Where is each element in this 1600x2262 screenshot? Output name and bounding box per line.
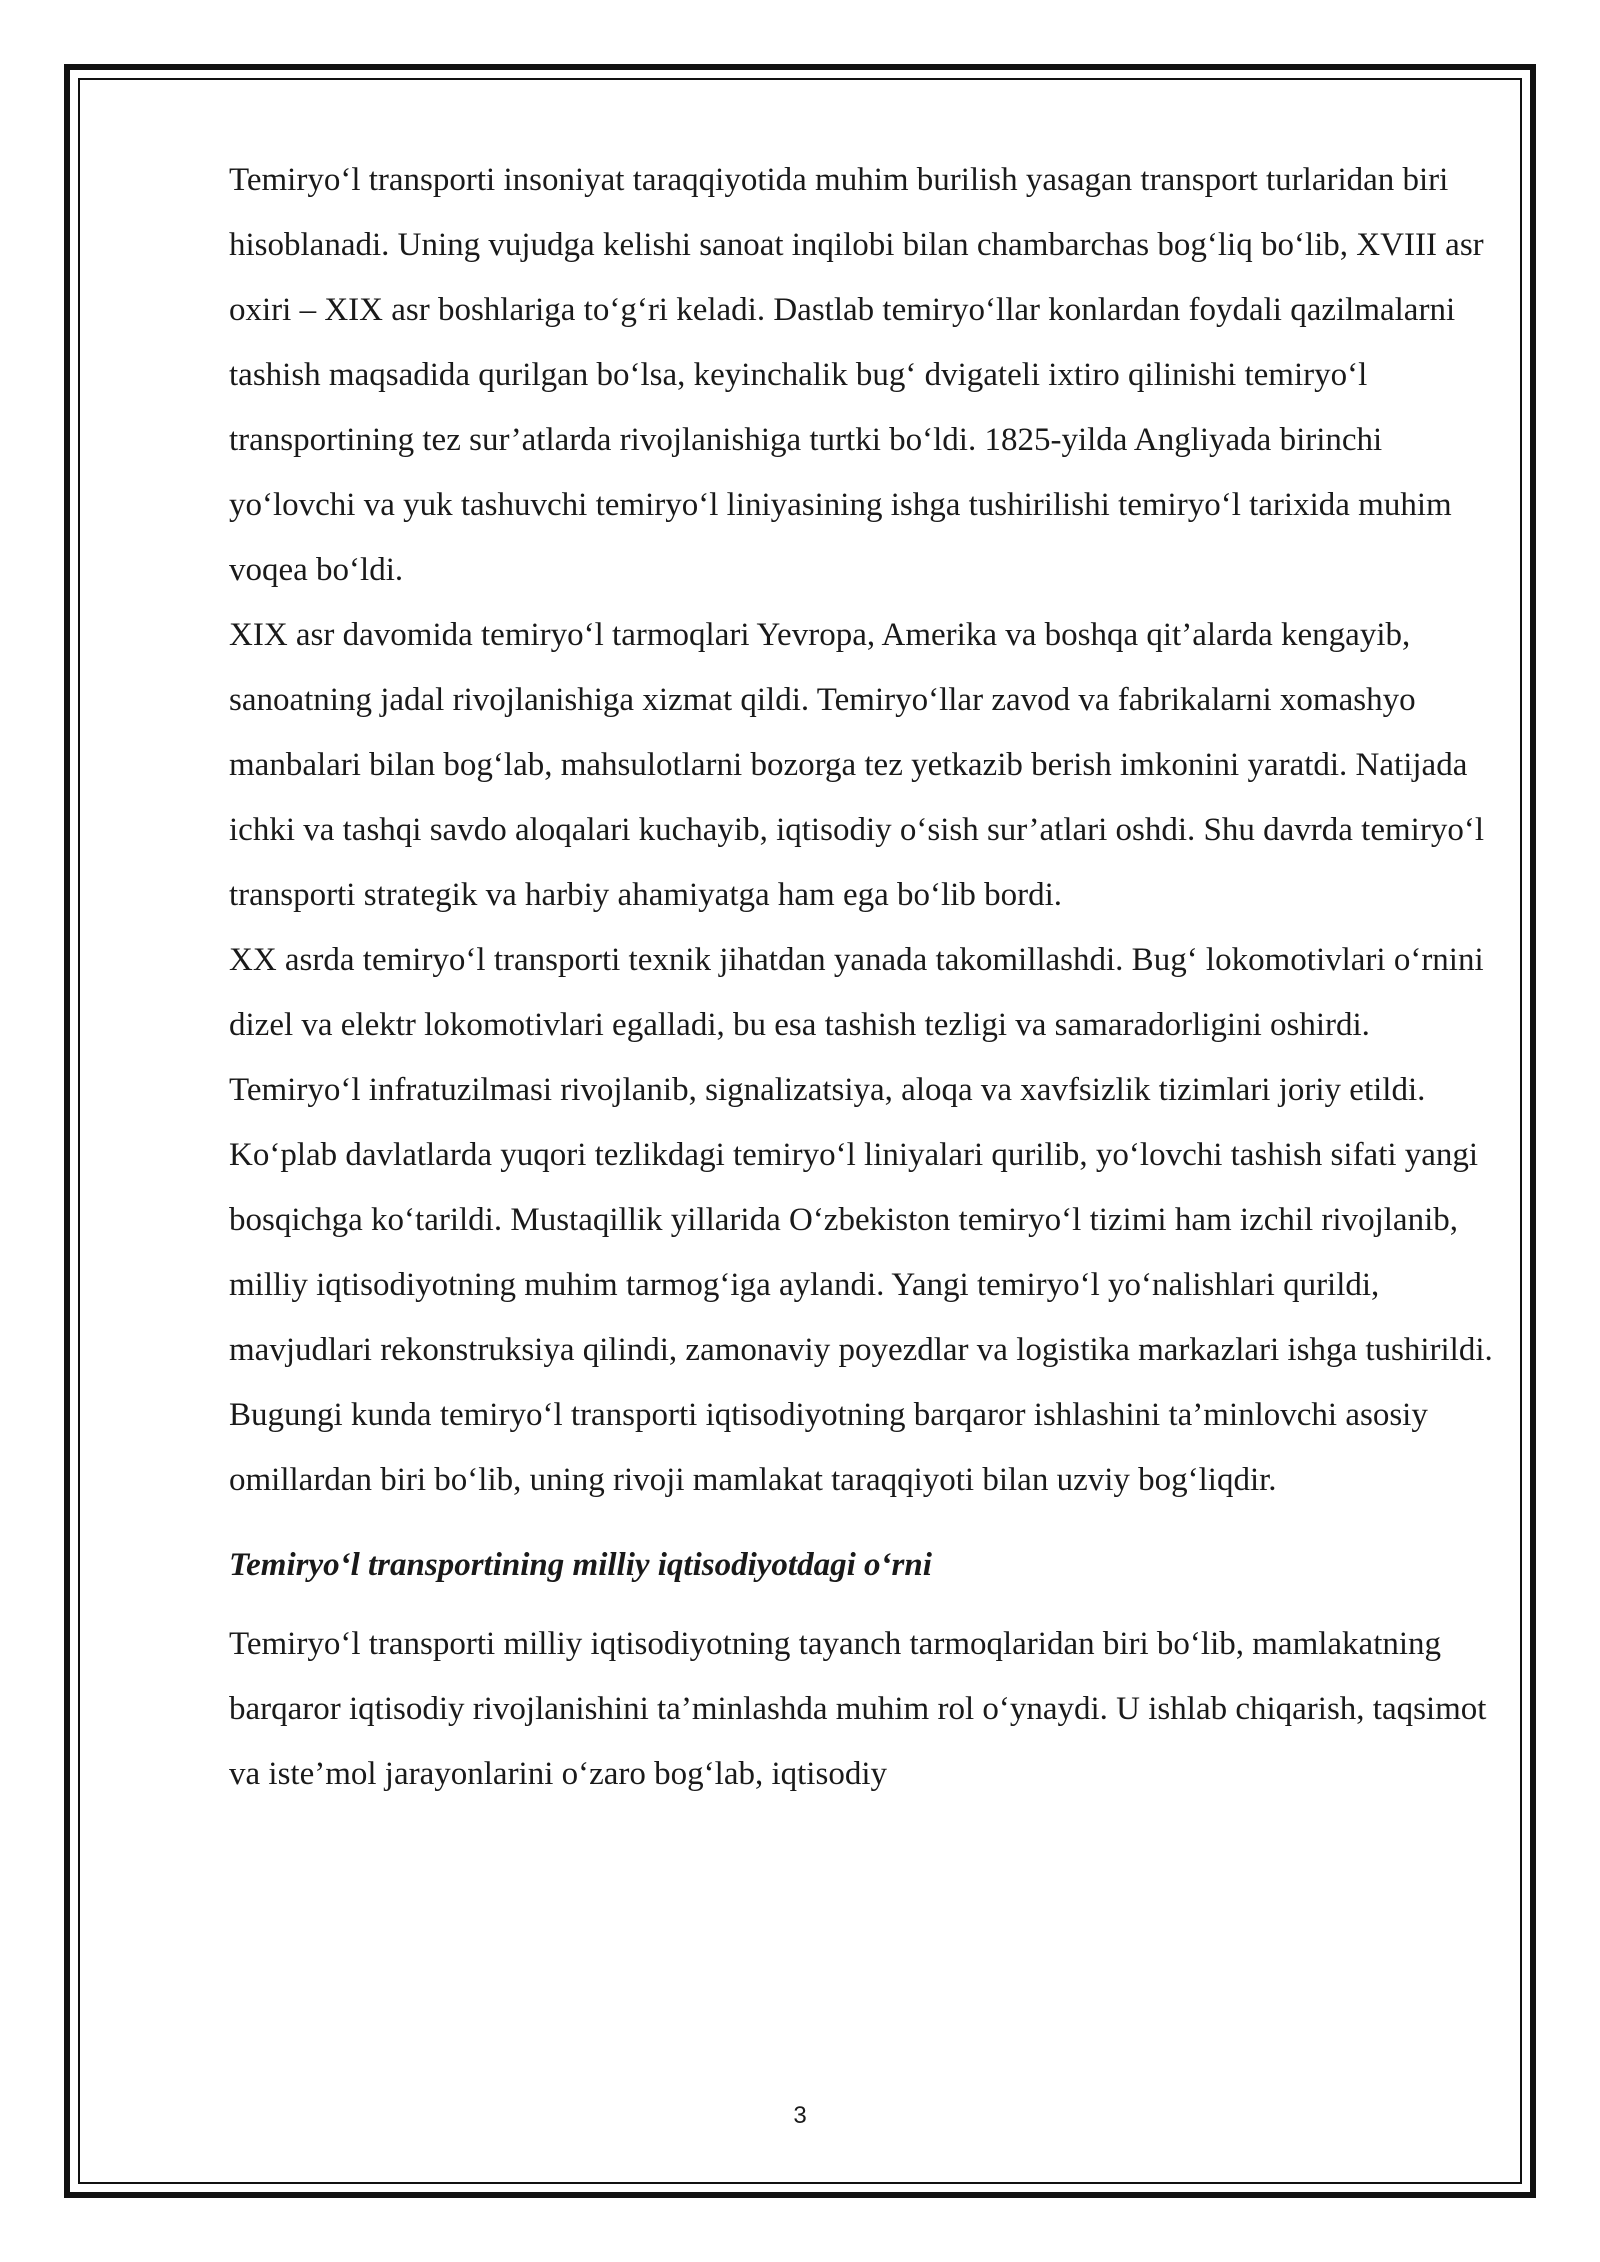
paragraph-19th-century: XIX asr davomida temiryo‘l tarmoqlari Yevropa, Amerika va boshqa qit’alarda kengayib, sanoatning jadal rivojlanishiga xizmat qildi. Temiryo‘llar zavod va fabrikalarni xomashyo manbalari bilan bog‘lab, mahsulotlarni bozorga tez yetkazib berish imkonini yaratdi. Natijada ichki va tashqi savdo aloqalari kuchayib, iqtisodiy o‘sish sur’atlari oshdi. Shu davrda temiryo‘l transporti strategik va harbiy ahamiyatga ham ega bo‘lib bordi.	[229, 617, 1484, 913]
page-content	[229, 148, 1499, 1807]
paragraph-economy-role: Temiryo‘l transporti milliy iqtisodiyotning tayanch tarmoqlaridan biri bo‘lib, mamlakatning barqaror iqtisodiy rivojlanishini ta’minlashda muhim rol o‘ynaydi. U ishlab chiqarish, taqsimot va iste’mol jarayonlarini o‘zaro bog‘lab, iqtisodiy	[229, 1626, 1487, 1792]
paragraph-history-origins: Temiryo‘l transporti insoniyat taraqqiyotida muhim burilish yasagan transport turlaridan biri hisoblanadi. Uning vujudga kelishi sanoat inqilobi bilan chambarchas bog‘liq bo‘lib, XVIII asr oxiri – XIX asr boshlariga to‘g‘ri keladi. Dastlab temiryo‘llar konlardan foydali qazilmalarni tashish maqsadida qurilgan bo‘lsa, keyinchalik bug‘ dvigateli ixtiro qilinishi temiryo‘l transportining tez sur’atlarda rivojlanishiga turtki bo‘ldi. 1825-yilda Angliyada birinchi yo‘lovchi va yuk tashuvchi temiryo‘l liniyasining ishga tushirilishi temiryo‘l tarixida muhim voqea bo‘ldi.	[229, 162, 1484, 588]
section-heading: Temiryo‘l transportining milliy iqtisodiyotdagi o‘rni	[229, 1547, 932, 1583]
paragraph-20th-century: XX asrda temiryo‘l transporti texnik jihatdan yanada takomillashdi. Bug‘ lokomotivlari o‘rnini dizel va elektr lokomotivlari egalladi, bu esa tashish tezligi va samaradorligini oshirdi. Temiryo‘l infratuzilmasi rivojlanib, signalizatsiya, aloqa va xavfsizlik tizimlari joriy etildi. Ko‘plab davlatlarda yuqori tezlikdagi temiryo‘l liniyalari qurilib, yo‘lovchi tashish sifati yangi bosqichga ko‘tarildi. Mustaqillik yillarida O‘zbekiston temiryo‘l tizimi ham izchil rivojlanib, milliy iqtisodiyotning muhim tarmog‘iga aylandi. Yangi temiryo‘l yo‘nalishlari qurildi, mavjudlari rekonstruksiya qilindi, zamonaviy poyezdlar va logistika markazlari ishga tushirildi. Bugungi kunda temiryo‘l transporti iqtisodiyotning barqaror ishlashini ta’minlovchi asosiy omillardan biri bo‘lib, uning rivoji mamlakat taraqqiyoti bilan uzviy bog‘liqdir.	[229, 942, 1493, 1498]
page-number: 3	[793, 2102, 807, 2129]
